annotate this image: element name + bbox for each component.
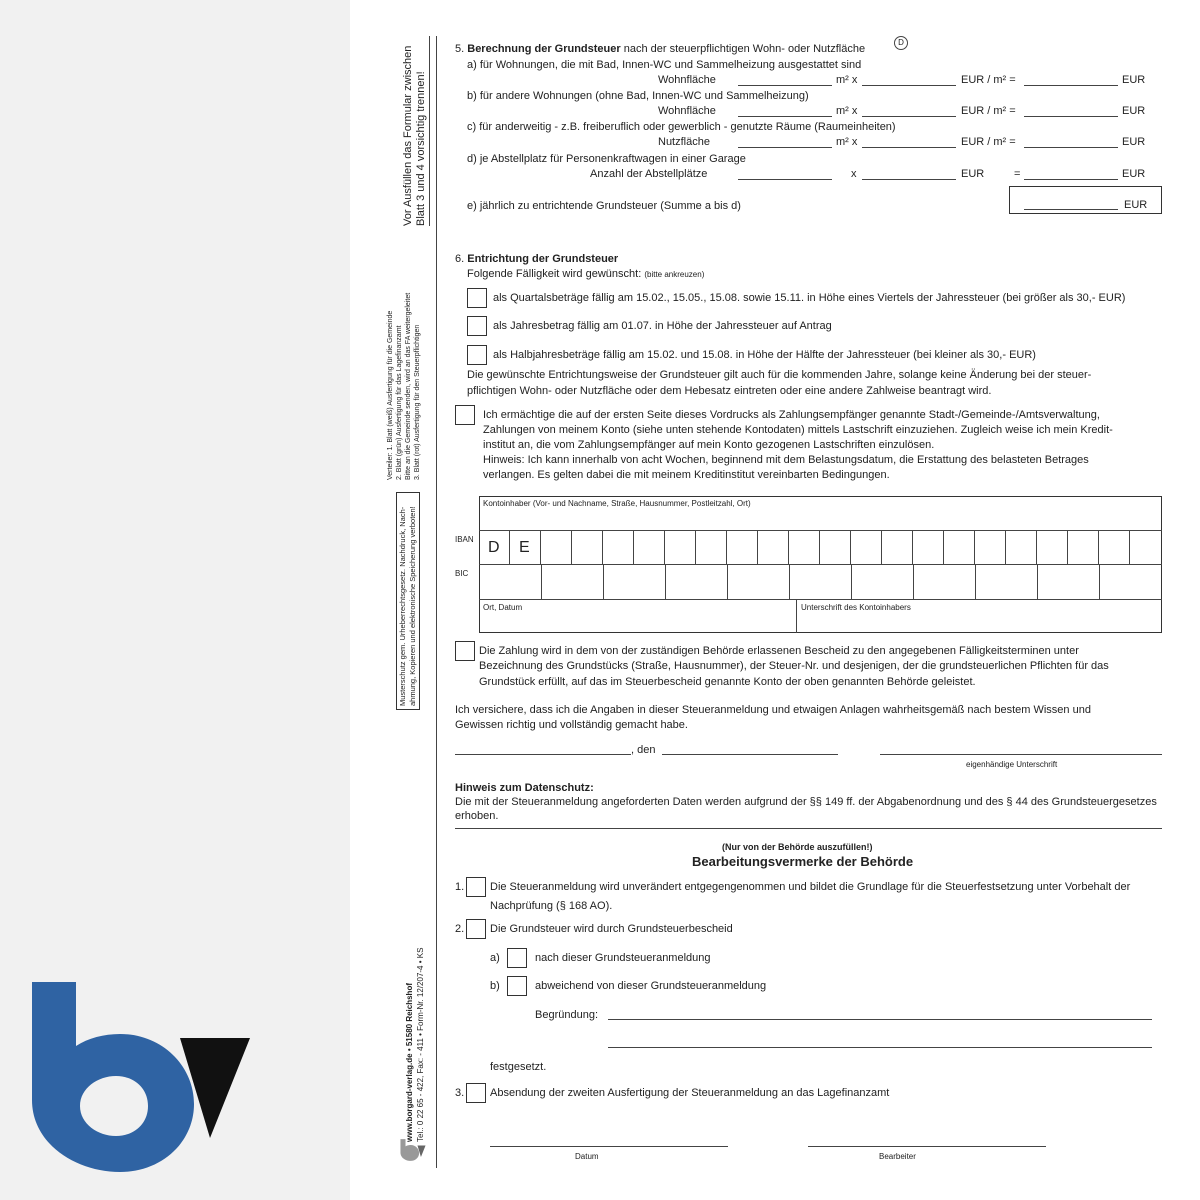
item2-text: Die Grundsteuer wird durch Grundsteuerbescheid xyxy=(490,923,733,935)
declaration-line1: Ich versichere, dass ich die Angaben in dieser Steueranmeldung und etwaigen Anlagen wahrheitsgemäß nach bestem Wissen und xyxy=(455,704,1091,716)
table-divider xyxy=(796,600,797,633)
date-label: Datum xyxy=(575,1152,599,1161)
section5a-result-field[interactable] xyxy=(1024,85,1118,86)
account-holder-field[interactable] xyxy=(483,510,1157,528)
section5b-text: b) für andere Wohnungen (ohne Bad, Innen-WC und Sammelheizung) xyxy=(467,90,809,102)
section6-subtitle: Folgende Fälligkeit wird gewünscht: (bitte ankreuzen) xyxy=(467,268,705,280)
item-number: 3. xyxy=(455,1087,465,1099)
accepted-unchanged-checkbox[interactable] xyxy=(466,877,486,897)
privacy-line1: Die mit der Steueranmeldung angeforderten Daten werden aufgrund der §§ 149 ff. der Abgabenordnung und des § 44 des Grundsteuergesetzes xyxy=(455,796,1157,808)
iban-country-d: D xyxy=(488,539,500,556)
payment-by-notice-checkbox[interactable] xyxy=(455,641,475,661)
section5a-area-field[interactable] xyxy=(738,85,832,86)
bic-label: BIC xyxy=(455,569,469,578)
unit: EUR / m² = xyxy=(961,105,1016,117)
unit: m² x xyxy=(836,136,858,148)
sepa-mandate-checkbox[interactable] xyxy=(455,405,475,425)
unit: EUR xyxy=(1122,168,1146,180)
item2b-text: abweichend von dieser Grundsteueranmeldung xyxy=(535,980,767,992)
fixed-label: festgesetzt. xyxy=(490,1061,547,1073)
sepa-line2: Zahlungen von meinem Konto (siehe unten stehende Kontodaten) mittels Lastschrift einzuziehen. Zugleich weise ich mein Kredit- xyxy=(483,424,1113,436)
clerk-label: Bearbeiter xyxy=(879,1152,916,1161)
section-divider xyxy=(455,828,1162,829)
payment-note-line2: pflichtigen Wohn- oder Nutzfläche oder dem Hebesatz eintreten oder eine andere Zahlweise beantragt wird. xyxy=(467,385,992,397)
clerk-field[interactable] xyxy=(808,1146,1046,1147)
sub-item-label: a) xyxy=(490,952,500,964)
quarterly-checkbox[interactable] xyxy=(467,288,487,308)
section5d-count-field[interactable] xyxy=(738,179,832,180)
unit: m² x xyxy=(836,74,858,86)
reason-field-1[interactable] xyxy=(608,1019,1152,1020)
section6-heading: 6. Entrichtung der Grundsteuer xyxy=(455,253,619,265)
section5c-area-field[interactable] xyxy=(738,147,832,148)
section5c-rate-field[interactable] xyxy=(862,147,956,148)
den-label: , den xyxy=(631,744,656,756)
dispatch-checkbox[interactable] xyxy=(466,1083,486,1103)
unit: = xyxy=(1014,168,1021,180)
declaration-date-field[interactable] xyxy=(662,754,838,755)
sepa-line1: Ich ermächtige die auf der ersten Seite dieses Vordrucks als Zahlungsempfänger genannte Stadt-/Gemeinde-/Amtsverwaltung, xyxy=(483,409,1100,421)
left-panel xyxy=(0,0,350,1200)
section5d-rate-field[interactable] xyxy=(862,179,956,180)
privacy-title: Hinweis zum Datenschutz: xyxy=(455,782,594,794)
holder-signature-field[interactable] xyxy=(798,612,1160,632)
privacy-line2: erhoben. xyxy=(455,810,499,822)
sepa-hint2: verlangen. Es gelten dabei die mit meinem Kreditinstitut vereinbarten Bedingungen. xyxy=(483,469,890,481)
annual-label: als Jahresbetrag fällig am 01.07. in Höhe der Jahressteuer auf Antrag xyxy=(493,320,832,332)
sidebar-divider xyxy=(436,36,437,1168)
payment-line3: Grundstück erfüllt, auf das im Steuerbescheid genannte Konto der oben genannten Behörde geleistet. xyxy=(479,676,976,688)
unit: EUR / m² = xyxy=(961,136,1016,148)
authority-title: Bearbeitungsvermerke der Behörde xyxy=(692,854,914,869)
copyright-note: Musterschutz gem. Urheberrechtsgesetz. Nachdruck, Nach- ahmung, Kopieren und elektronische Speicherung verboten! xyxy=(398,506,417,706)
section5e-text: e) jährlich zu entrichtende Grundsteuer (Summe a bis d) xyxy=(467,200,741,212)
sub-item-label: b) xyxy=(490,980,500,992)
section5d-result-field[interactable] xyxy=(1024,179,1118,180)
unit: EUR / m² = xyxy=(961,74,1016,86)
section5c-text: c) für anderweitig - z.B. freiberuflich oder gewerblich - genutzte Räume (Raumeinheiten) xyxy=(467,121,896,133)
unit: EUR xyxy=(1122,136,1146,148)
quarterly-label: als Quartalsbeträge fällig am 15.02., 15.05., 15.08. sowie 15.11. in Höhe eines Viertels der Jahressteuer (bei größer als 30,- EUR) xyxy=(493,292,1126,304)
section5b-result-field[interactable] xyxy=(1024,116,1118,117)
tax-notice-checkbox[interactable] xyxy=(466,919,486,939)
date-field[interactable] xyxy=(490,1146,728,1147)
iban-field[interactable] xyxy=(479,530,1162,565)
item1-line1: Die Steueranmeldung wird unverändert entgegengenommen und bildet die Grundlage für die Steuerfestsetzung unter Vorbehalt der xyxy=(490,881,1131,893)
declaration-line2: Gewissen richtig und vollständig gemacht habe. xyxy=(455,719,688,731)
publisher-info: www.borgard-verlag.de • 51580 Reichshof Tel.: 0 22 65 - 422, Fax: - 411 • Form-Nr. 12/207-4 • KS xyxy=(405,947,425,1142)
signature-label: eigenhändige Unterschrift xyxy=(966,760,1058,769)
section5c-label: Nutzfläche xyxy=(658,136,710,148)
item1-line2: Nachprüfung (§ 168 AO). xyxy=(490,900,613,912)
reason-label: Begründung: xyxy=(535,1009,598,1021)
payment-note-line1: Die gewünschte Entrichtungsweise der Grundsteuer gilt auch für die kommenden Jahre, solange keine Änderung bei der steuer- xyxy=(467,369,1092,381)
item-number: 2. xyxy=(455,923,465,935)
separation-warning: Vor Ausfüllen das Formular zwischen Blatt 3 und 4 vorsichtig trennen! xyxy=(402,45,427,226)
section5a-label: Wohnfläche xyxy=(658,74,716,86)
unit: EUR xyxy=(1124,199,1148,211)
distribution-list: Verteiler: 1. Blatt (weiß) Ausfertigung für die Gemeinde 2. Blatt (grün) Ausfertigung für das Lagefinanzamt Bitte an die Gemeinde senden, wird an das FA weitergeleitet 3. Blatt (rot) Ausfertigung für den Steuerpflichtigen xyxy=(387,292,421,480)
as-declared-checkbox[interactable] xyxy=(507,948,527,968)
section5c-result-field[interactable] xyxy=(1024,147,1118,148)
section5a-text: a) für Wohnungen, die mit Bad, Innen-WC und Sammelheizung ausgestattet sind xyxy=(467,59,862,71)
account-holder-label: Kontoinhaber (Vor- und Nachname, Straße, Hausnummer, Postleitzahl, Ort) xyxy=(483,499,751,508)
item-number: 1. xyxy=(455,881,465,893)
payment-line2: Bezeichnung des Grundstücks (Straße, Hausnummer), der Steuer-Nr. und desjenigen, der die grundsteuerlichen Pflichten für das xyxy=(479,660,1109,672)
item2a-text: nach dieser Grundsteueranmeldung xyxy=(535,952,711,964)
reason-field-2[interactable] xyxy=(608,1047,1152,1048)
sepa-hint1: Hinweis: Ich kann innerhalb von acht Wochen, beginnend mit dem Belastungsdatum, die Erstattung des belasteten Betrages xyxy=(483,454,1089,466)
unit: EUR xyxy=(1122,105,1146,117)
item3-text: Absendung der zweiten Ausfertigung der Steueranmeldung an das Lagefinanzamt xyxy=(490,1087,890,1099)
small-logo-icon xyxy=(400,1136,426,1164)
section5b-rate-field[interactable] xyxy=(862,116,956,117)
section5-heading: 5. Berechnung der Grundsteuer nach der steuerpflichtigen Wohn- oder Nutzfläche xyxy=(455,43,866,55)
unit: EUR xyxy=(1122,74,1146,86)
marker-d-icon: D xyxy=(894,36,908,50)
section5d-label: Anzahl der Abstellplätze xyxy=(590,168,708,180)
unit: m² x xyxy=(836,105,858,117)
sepa-line3: institut an, die vom Zahlungsempfänger auf mein Konto gezogenen Lastschriften einzulösen. xyxy=(483,439,935,451)
annual-checkbox[interactable] xyxy=(467,316,487,336)
sidebar-divider-warning xyxy=(429,36,430,226)
holder-signature-label: Unterschrift des Kontoinhabers xyxy=(801,603,911,612)
iban-country-e: E xyxy=(519,539,530,556)
deviating-checkbox[interactable] xyxy=(507,976,527,996)
iban-label: IBAN xyxy=(455,535,474,544)
section5a-rate-field[interactable] xyxy=(862,85,956,86)
half-yearly-checkbox[interactable] xyxy=(467,345,487,365)
annual-tax-total-field[interactable] xyxy=(1024,209,1118,210)
place-date-field[interactable] xyxy=(480,612,794,632)
payment-line1: Die Zahlung wird in dem von der zuständigen Behörde erlassenen Bescheid zu den angegebenen Fälligkeitsterminen unter xyxy=(479,645,1079,657)
bic-field[interactable] xyxy=(479,565,1162,600)
half-yearly-label: als Halbjahresbeträge fällig am 15.02. und 15.08. in Höhe der Hälfte der Jahressteuer (bei kleiner als 30,- EUR) xyxy=(493,349,1036,361)
place-date-label: Ort, Datum xyxy=(483,603,523,612)
section5b-area-field[interactable] xyxy=(738,116,832,117)
unit: x xyxy=(851,168,857,180)
authority-note: (Nur von der Behörde auszufüllen!) xyxy=(722,842,873,852)
section5d-text: d) je Abstellplatz für Personenkraftwagen in einer Garage xyxy=(467,153,746,165)
unit: EUR xyxy=(961,168,985,180)
section5b-label: Wohnfläche xyxy=(658,105,716,117)
declaration-signature-field[interactable] xyxy=(880,754,1162,755)
bv-logo-icon xyxy=(28,982,254,1172)
declaration-place-field[interactable] xyxy=(455,754,631,755)
